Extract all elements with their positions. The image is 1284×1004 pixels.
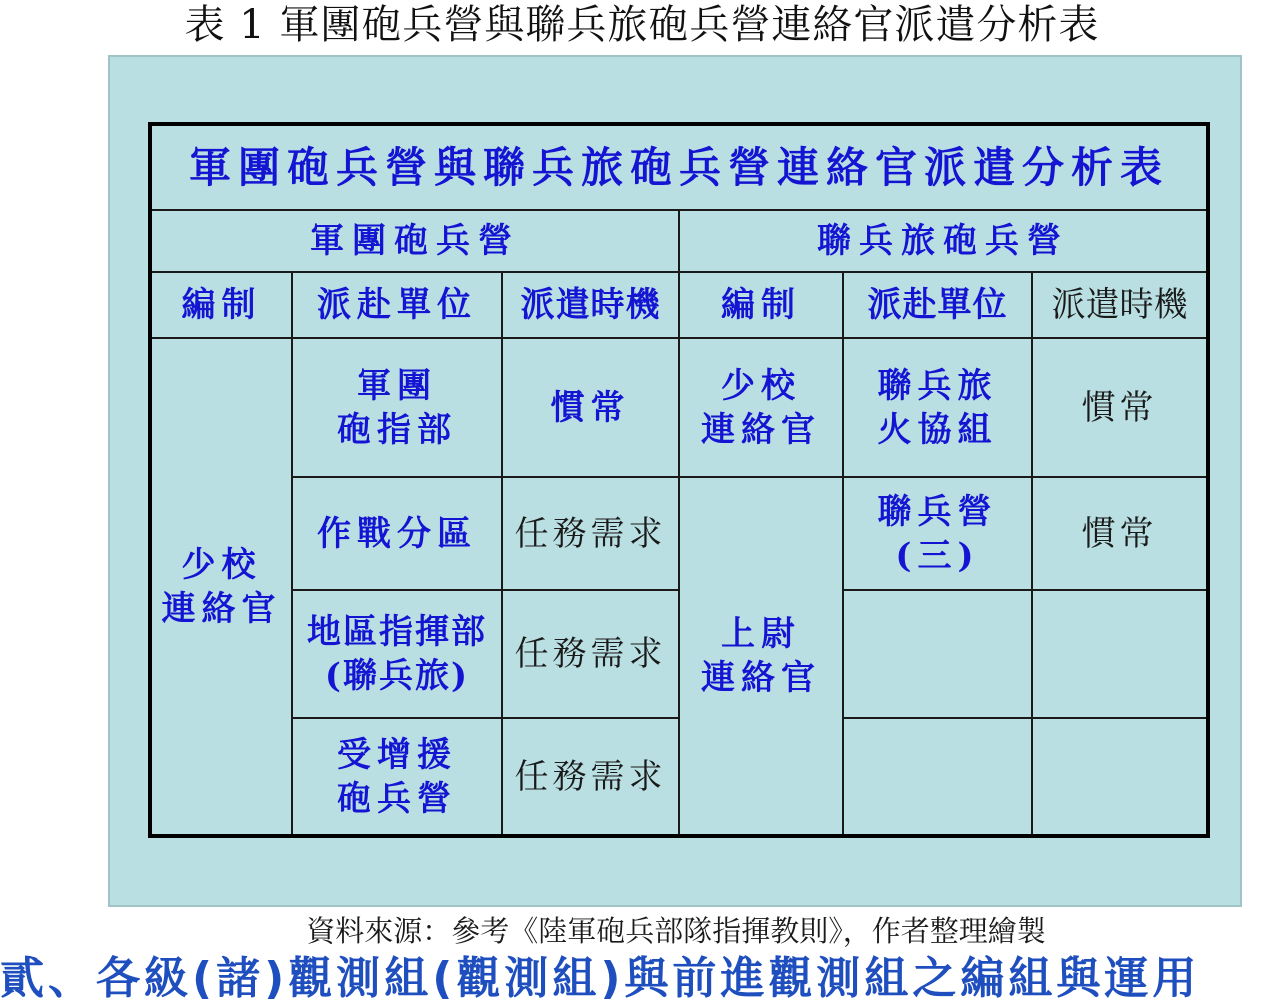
column-header: 派遣時機	[1032, 272, 1208, 338]
right-organization-cell: 上尉 連絡官	[679, 477, 843, 836]
column-header: 編制	[679, 272, 843, 338]
left-timing-cell: 任務需求	[502, 590, 679, 718]
right-unit-cell: 聯兵營 (三)	[843, 477, 1032, 590]
right-timing-cell: 慣常	[1032, 477, 1208, 590]
group-header-army-artillery: 軍團砲兵營	[150, 210, 679, 272]
right-timing-cell: 慣常	[1032, 338, 1208, 477]
left-unit-cell: 地區指揮部 (聯兵旅)	[292, 590, 502, 718]
left-unit-cell: 軍團 砲指部	[292, 338, 502, 477]
left-timing-cell: 慣常	[502, 338, 679, 477]
column-header: 編制	[150, 272, 292, 338]
right-organization-cell: 少校 連絡官	[679, 338, 843, 477]
right-unit-cell-empty	[843, 590, 1032, 718]
column-header: 派赴單位	[843, 272, 1032, 338]
column-header: 派赴單位	[292, 272, 502, 338]
source-note: 資料來源：參考《陸軍砲兵部隊指揮教則》，作者整理繪製	[306, 914, 1046, 948]
liaison-officer-table	[148, 122, 1210, 838]
next-section-heading-text: 貳、各級(諸)觀測組(觀測組)與前進觀測組之編組與運用	[0, 953, 1201, 1004]
group-header-brigade-artillery: 聯兵旅砲兵營	[679, 210, 1208, 272]
left-timing-cell: 任務需求	[502, 477, 679, 590]
column-header: 派遣時機	[502, 272, 679, 338]
table-caption: 表 1 軍團砲兵營與聯兵旅砲兵營連絡官派遣分析表	[184, 2, 1100, 48]
right-timing-cell-empty	[1032, 590, 1208, 718]
left-unit-cell: 受增援 砲兵營	[292, 718, 502, 836]
left-timing-cell: 任務需求	[502, 718, 679, 836]
right-timing-cell-empty	[1032, 718, 1208, 836]
left-unit-cell: 作戰分區	[292, 477, 502, 590]
right-unit-cell: 聯兵旅 火協組	[843, 338, 1032, 477]
next-section-heading	[0, 953, 1284, 1004]
table-title: 軍團砲兵營與聯兵旅砲兵營連絡官派遣分析表	[150, 124, 1208, 210]
left-organization-cell: 少校 連絡官	[150, 338, 292, 836]
right-unit-cell-empty	[843, 718, 1032, 836]
